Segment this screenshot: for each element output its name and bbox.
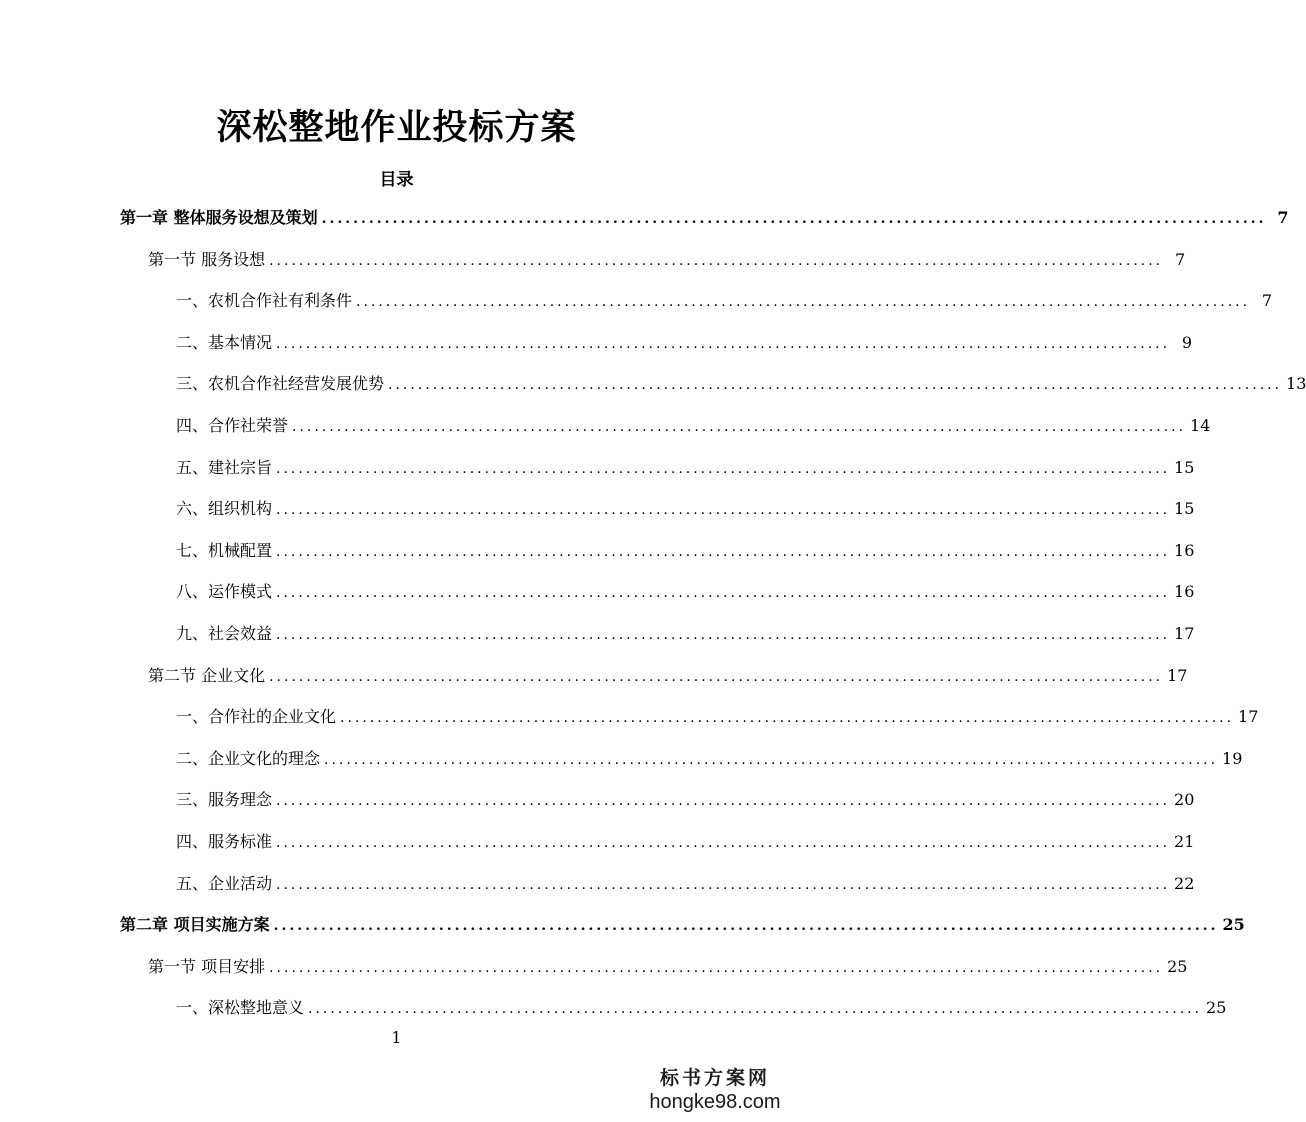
toc-item-row[interactable] [176,788,1195,812]
toc-dot-leader: ........................................................................................................................ [276,627,1171,643]
toc-dot-leader: ........................................................................................................................ [308,1001,1203,1018]
toc-item-row[interactable] [176,622,1195,646]
document-title: 深松整地作业投标方案 [216,107,577,148]
toc-entry-label: 第二节 企业文化 [148,665,266,685]
toc-item-row[interactable] [176,705,1259,729]
watermark-domain: hongke98.com [649,1091,781,1113]
toc-entry-page: 20 [1174,790,1195,810]
toc-chapter-row[interactable] [120,206,1289,230]
toc-dot-leader: ........................................................................................................................ [273,918,1219,935]
toc-entry-page: 13 [1286,374,1306,394]
toc-entry-label: 一、农机合作社有利条件 [176,291,353,311]
toc-entry-page: 22 [1174,873,1195,893]
toc-entry-label: 三、农机合作社经营发展优势 [176,374,385,394]
toc-entry-label: 八、运作模式 [176,582,273,602]
toc-item-row[interactable] [176,539,1195,563]
toc-item-row[interactable] [176,497,1195,521]
toc-entry-page: 21 [1174,832,1195,851]
toc-item-row[interactable] [176,580,1195,604]
toc-dot-leader: ........................................................................................................................ [276,835,1171,851]
toc-entry-label: 五、建社宗旨 [176,457,273,477]
toc-entry-page: 7 [1261,291,1273,311]
toc-dot-leader: ........................................................................................................................ [276,543,1171,560]
toc-entry-label: 二、基本情况 [176,332,273,352]
toc-dot-leader: ........................................................................................................................ [276,585,1171,602]
toc-entry-page: 17 [1167,665,1188,685]
toc-dot-leader: ........................................................................................................................ [269,959,1164,976]
toc-section-row[interactable] [148,248,1186,272]
toc-item-row[interactable] [176,872,1195,896]
toc-dot-leader: ........................................................................................................................ [324,751,1219,768]
toc-entry-page: 9 [1181,332,1193,352]
toc-entry-label: 四、服务标准 [176,832,273,851]
toc-entry-page: 15 [1174,499,1195,519]
toc-entry-page: 16 [1174,540,1195,560]
toc-section-row[interactable] [148,955,1188,979]
toc-entry-page: 14 [1190,416,1211,435]
toc-entry-page: 17 [1174,624,1195,643]
toc-item-row[interactable] [176,830,1195,854]
toc-dot-leader: ........................................................................................................................ [276,460,1171,477]
toc-item-row[interactable] [176,372,1306,396]
toc-item-row[interactable] [176,747,1243,771]
toc-dot-leader: ........................................................................................................................ [276,335,1171,352]
toc-entry-label: 五、企业活动 [176,873,273,893]
toc-item-row[interactable] [176,289,1273,313]
toc-entry-label: 第一章 整体服务设想及策划 [120,208,318,227]
toc-dot-leader: ........................................................................................................................ [269,668,1164,685]
toc-item-row[interactable] [176,456,1195,480]
toc-dot-leader: ........................................................................................................................ [388,377,1283,394]
toc-entry-page: 25 [1206,998,1227,1018]
toc-entry-page: 7 [1277,208,1289,227]
toc-dot-leader: ........................................................................................................................ [340,710,1235,727]
toc-entry-label: 第一节 服务设想 [148,249,266,269]
toc-entry-label: 七、机械配置 [176,540,273,560]
toc-item-row[interactable] [176,331,1193,355]
toc-item-row[interactable] [176,414,1211,438]
toc-entry-label: 第一节 项目安排 [148,956,266,976]
toc-dot-leader: ........................................................................................................................ [276,502,1171,519]
toc-item-row[interactable] [176,996,1227,1020]
watermark-logo [640,1066,790,1114]
toc-entry-label: 四、合作社荣誉 [176,416,289,435]
toc-entry-label: 二、企业文化的理念 [176,748,321,768]
toc-entry-page: 17 [1238,707,1259,727]
toc-entry-label: 六、组织机构 [176,499,273,519]
toc-dot-leader: ........................................................................................................................ [321,211,1267,227]
toc-entry-page: 25 [1222,915,1245,935]
toc-entry-page: 25 [1167,956,1188,976]
page-number: 1 [391,1028,402,1047]
toc-entry-label: 一、合作社的企业文化 [176,707,337,727]
toc-dot-leader: ........................................................................................................................ [276,876,1171,893]
toc-entry-label: 三、服务理念 [176,790,273,810]
toc-dot-leader: ........................................................................................................................ [276,793,1171,810]
toc-entry-page: 7 [1174,249,1186,269]
toc-entry-label: 第二章 项目实施方案 [120,915,270,935]
toc-entry-label: 九、社会效益 [176,624,273,643]
toc-dot-leader: ........................................................................................................................ [356,294,1251,311]
watermark-name: 标书方案网 [659,1067,770,1089]
toc-dot-leader: ........................................................................................................................ [269,252,1164,269]
toc-entry-page: 16 [1174,582,1195,602]
toc-section-row[interactable] [148,664,1188,688]
toc-entry-label: 一、深松整地意义 [176,998,305,1018]
toc-heading: 目录 [379,170,414,190]
toc-dot-leader: ........................................................................................................................ [292,419,1187,435]
toc-entry-page: 15 [1174,457,1195,477]
toc-chapter-row[interactable] [120,913,1245,937]
toc-entry-page: 19 [1222,748,1243,768]
